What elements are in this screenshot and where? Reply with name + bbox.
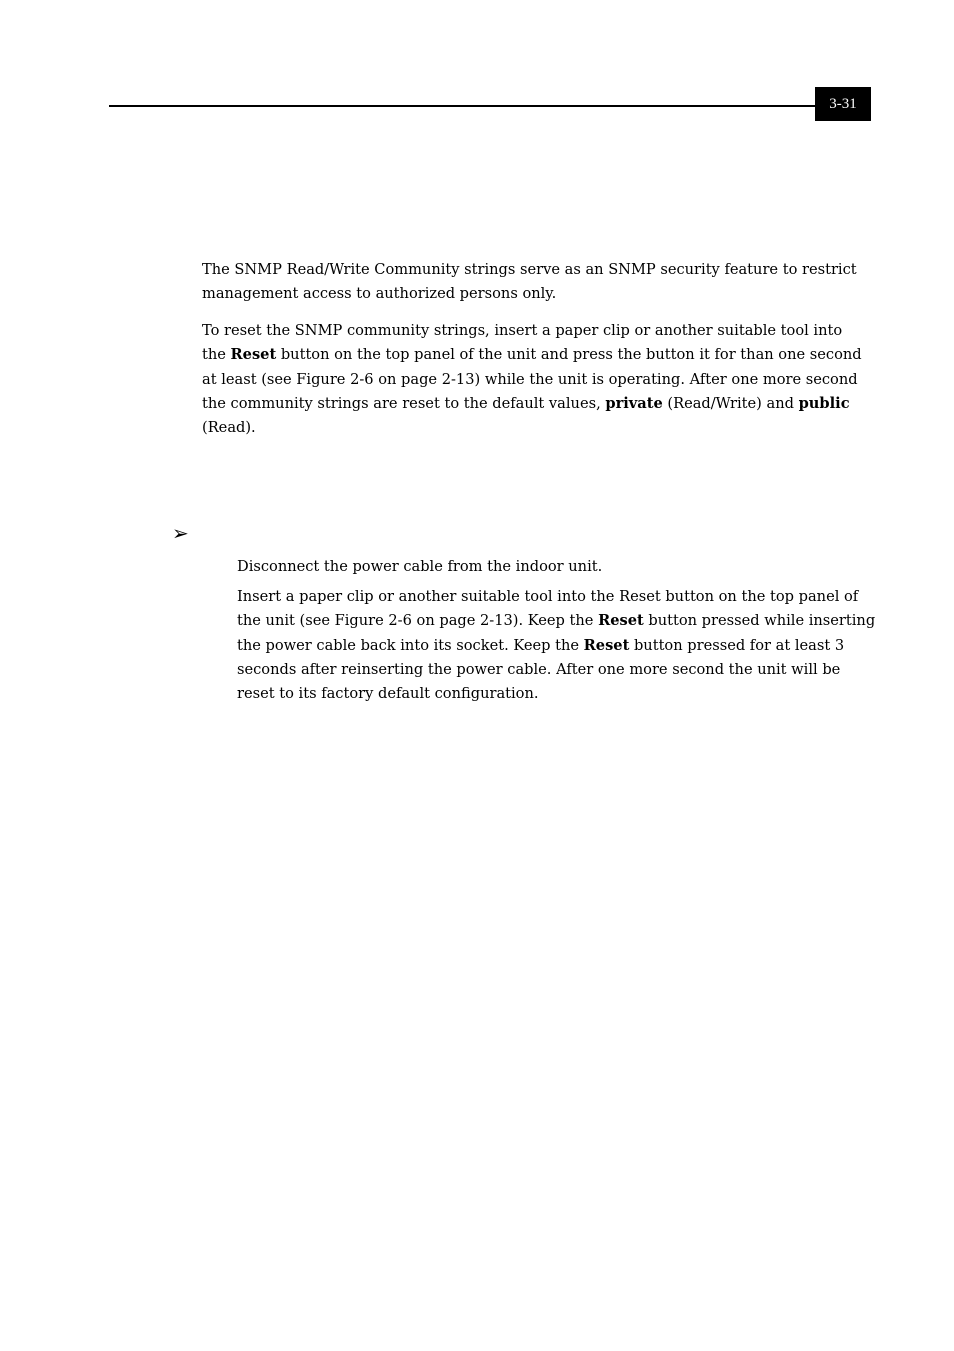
text-run: To reset the SNMP community strings, insert a paper clip or another suitable tool into the [202, 322, 843, 364]
page-number [815, 87, 871, 121]
text-run: (Read/Write) and [662, 394, 799, 412]
text-run: (Read). [202, 419, 256, 437]
arrow-bullet-icon: ➢ [172, 521, 189, 545]
bold-private: private [605, 394, 663, 412]
header-rule [109, 105, 817, 107]
text-run: button pressed for at least 3 seconds after reinserting the power cable. After one more second the unit will be reset to its factory default configuration. [237, 636, 845, 703]
procedure-step-1: Disconnect the power cable from the indoor unit. [237, 558, 603, 575]
bold-reset: Reset [598, 612, 644, 630]
text-run: Insert a paper clip or another suitable tool into the Reset button on the top panel of the unit (see Figure 2-6 on page 2-13). Keep the [237, 588, 859, 630]
bold-reset: Reset [583, 636, 630, 654]
snmp-community-paragraph: The SNMP Read/Write Community strings serve as an SNMP security feature to restrict management access to authorized persons only. [202, 261, 857, 303]
bold-public: public [798, 394, 850, 412]
text-run: button pressed while inserting the power cable back into its socket. Keep the [237, 612, 876, 654]
snmp-reset-paragraph [202, 319, 862, 440]
page-number-text: 3-31 [829, 95, 857, 112]
text-run: button on the top panel of the unit and press the button it for than one second at least (see Figure 2-6 on page 2-13) while the unit is operating. After one more second the community strings are reset to the default values, [202, 346, 862, 412]
procedure-step-2 [237, 585, 877, 706]
bold-reset: Reset [230, 346, 277, 364]
